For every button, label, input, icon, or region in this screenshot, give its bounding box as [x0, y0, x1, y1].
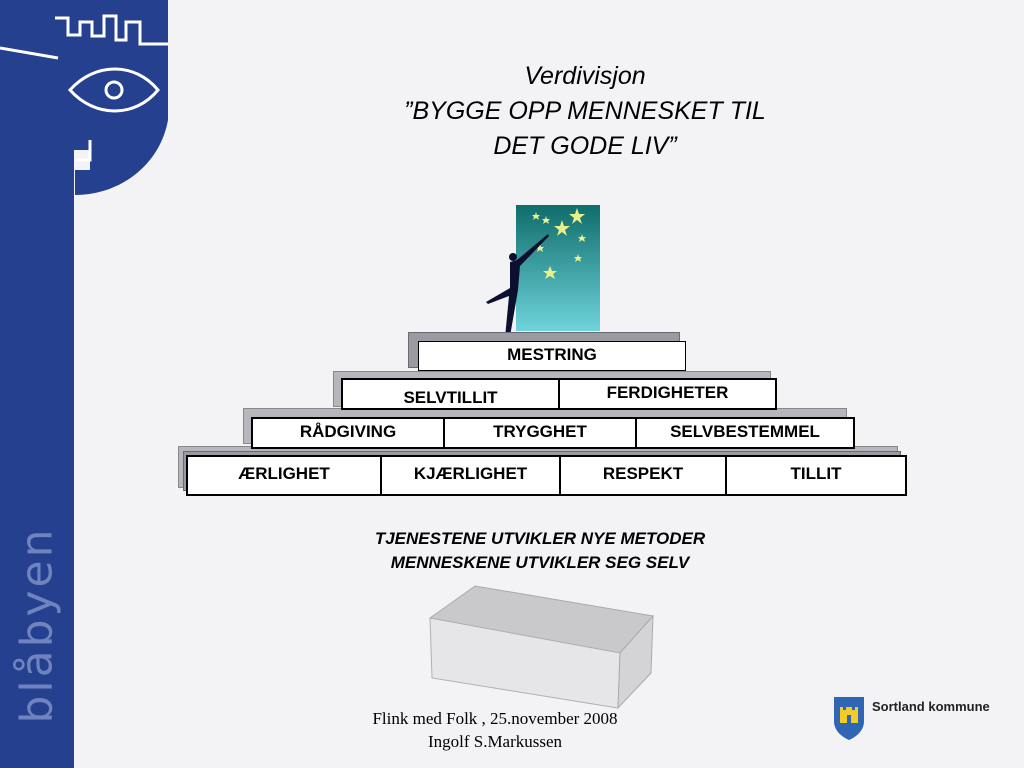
caption-line-2: MENNESKENE UTVIKLER SEG SELV	[390, 553, 690, 572]
sortland-kommune-logo	[832, 695, 990, 741]
pyramid-row-3	[251, 417, 855, 449]
slide-title-quote-line2: DET GODE LIV”	[493, 132, 677, 160]
pyramid-block-radgiving: RÅDGIVING	[251, 417, 445, 449]
pyramid-row-2	[341, 378, 777, 410]
face-logo-icon	[0, 0, 175, 200]
pyramid-block-mestring: MESTRING	[418, 341, 686, 371]
pyramid-block-selvtillit: SELVTILLIT	[341, 378, 560, 410]
slide-title: Verdivisjon	[524, 62, 646, 90]
caption-line-1: TJENESTENE UTVIKLER NYE METODER	[374, 529, 706, 548]
municipality-name: Sortland kommune	[872, 699, 990, 714]
reaching-stars-picture	[480, 200, 610, 350]
pyramid-block-tillit: TILLIT	[725, 455, 907, 496]
pyramid-block-kjaerlighet: KJÆRLIGHET	[380, 455, 561, 496]
pyramid-block-aerlighet: ÆRLIGHET	[186, 455, 382, 496]
pyramid-block-ferdigheter: FERDIGHETER	[558, 378, 777, 410]
footer-date: Flink med Folk , 25.november 2008	[372, 709, 618, 728]
slide-title-quote-line1: ”BYGGE OPP MENNESKET TIL	[404, 97, 766, 125]
pyramid-block-respekt: RESPEKT	[559, 455, 727, 496]
grey-block-shape	[420, 578, 660, 713]
pyramid-base-row	[186, 455, 907, 496]
coat-of-arms-icon	[832, 695, 866, 741]
blabyen-watermark: blåbyen	[11, 526, 63, 724]
pyramid-block-trygghet: TRYGGHET	[443, 417, 637, 449]
footer-author: Ingolf S.Markussen	[427, 732, 563, 751]
pyramid-block-selvbestemmel: SELVBESTEMMEL	[635, 417, 855, 449]
pyramid-top-row	[418, 341, 686, 371]
